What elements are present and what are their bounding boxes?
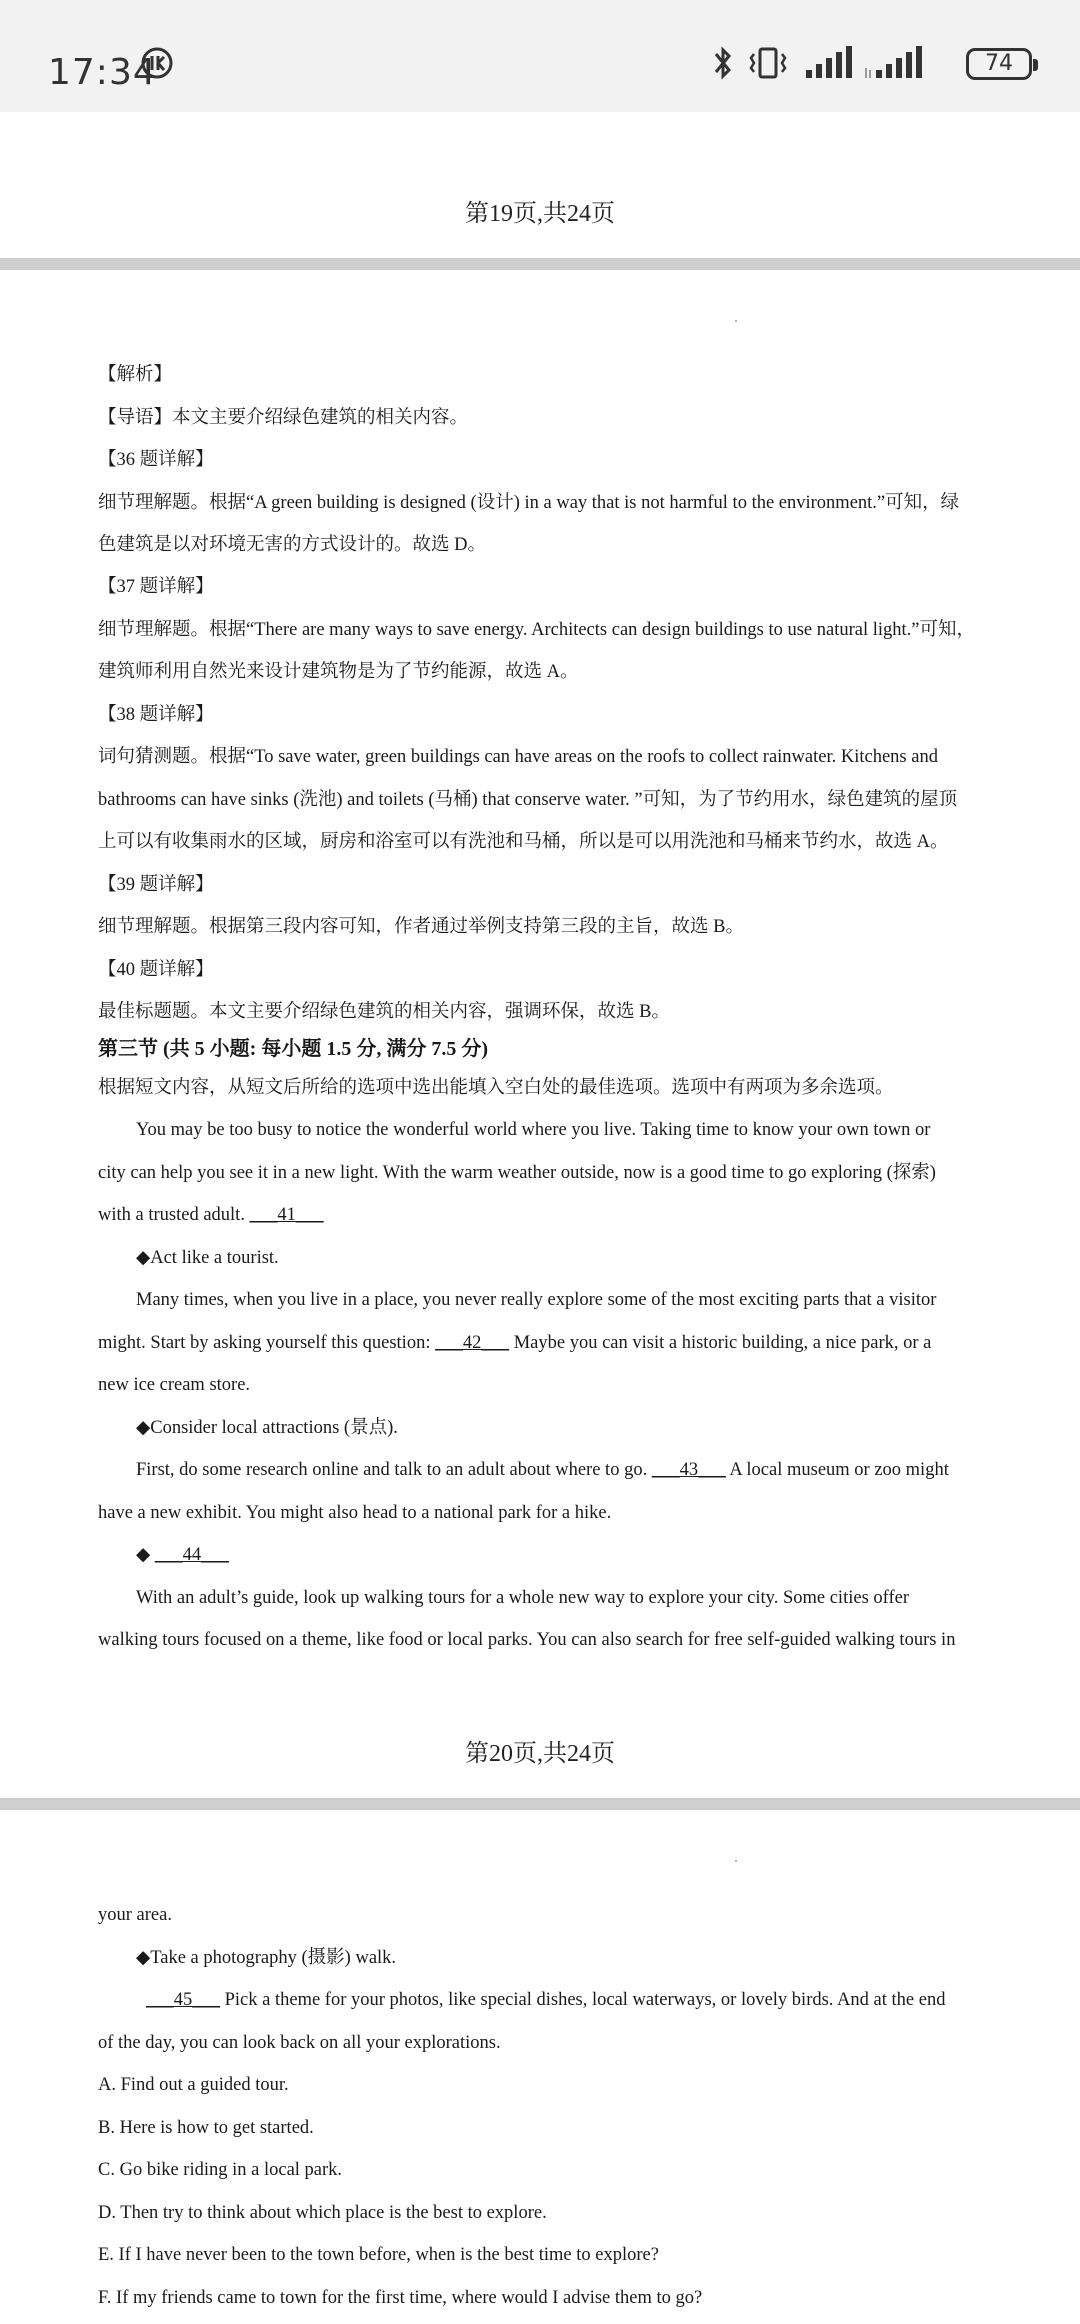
passage-text: with a trusted adult. bbox=[98, 1205, 250, 1225]
page-indicator-20: 第20页,共24页 bbox=[465, 1741, 615, 1767]
passage-text: might. Start by asking yourself this question: bbox=[98, 1333, 436, 1353]
section-heading: 第三节 (共 5 小题: 每小题 1.5 分, 满分 7.5 分) bbox=[98, 1038, 488, 1060]
signal-sim1-icon bbox=[804, 44, 852, 82]
option-c: C. Go bike riding in a local park. bbox=[98, 2160, 343, 2180]
passage-text: A local museum or zoo might bbox=[725, 1460, 949, 1480]
scan-dot bbox=[735, 1860, 737, 1862]
battery-icon: 74 bbox=[966, 48, 1032, 80]
blank-44: ___44___ bbox=[154, 1545, 229, 1565]
passage-line bbox=[146, 1988, 1036, 2012]
subheading-photography: ◆Take a photography (摄影) walk. bbox=[136, 1948, 397, 1968]
passage-line: With an adult’s guide, look up walking tours for a whole new way to explore your city. Some cities offer bbox=[136, 1588, 909, 1608]
subheading-attractions: ◆Consider local attractions (景点). bbox=[136, 1418, 398, 1438]
passage-line bbox=[98, 1331, 988, 1355]
page-separator bbox=[0, 1798, 1080, 1810]
status-bar bbox=[0, 0, 1080, 112]
q38-heading: 【38 题详解】 bbox=[98, 705, 214, 725]
blank-45: ___45___ bbox=[146, 1990, 220, 2010]
passage-text: Maybe you can visit a historic building, a nice park, or a bbox=[509, 1333, 932, 1353]
passage-line: walking tours focused on a theme, like food or local parks. You can also search for free self-guided walking tours in bbox=[98, 1630, 956, 1650]
scan-dot bbox=[735, 320, 737, 322]
status-icons bbox=[712, 44, 1032, 84]
bluetooth-icon bbox=[712, 44, 734, 82]
option-e: E. If I have never been to the town before, when is the best time to explore? bbox=[98, 2245, 659, 2265]
q36-heading: 【36 题详解】 bbox=[98, 450, 214, 470]
passage-text: First, do some research online and talk to an adult about where to go. bbox=[136, 1460, 652, 1480]
text-line: 细节理解题。根据第三段内容可知，作者通过举例支持第三段的主旨，故选 B。 bbox=[98, 917, 744, 937]
intro-line: 【导语】本文主要介绍绿色建筑的相关内容。 bbox=[98, 408, 469, 428]
option-f: F. If my friends came to town for the first time, where would I advise them to go? bbox=[98, 2288, 703, 2308]
text-line: 建筑师利用自然光来设计建筑物是为了节约能源，故选 A。 bbox=[98, 662, 579, 682]
vibrate-icon bbox=[746, 44, 790, 82]
subheading-44 bbox=[136, 1543, 1026, 1567]
option-d: D. Then try to think about which place is the best to explore. bbox=[98, 2203, 547, 2223]
data-speed-icon bbox=[140, 46, 174, 80]
option-b: B. Here is how to get started. bbox=[98, 2118, 314, 2138]
passage-text: Pick a theme for your photos, like special dishes, local waterways, or lovely birds. And at the end bbox=[220, 1990, 946, 2010]
option-a: A. Find out a guided tour. bbox=[98, 2075, 289, 2095]
q39-heading: 【39 题详解】 bbox=[98, 875, 214, 895]
page-separator bbox=[0, 258, 1080, 270]
text-line: 细节理解题。根据“There are many ways to save energy. Architects can design buildings to use natural light.”可知， bbox=[98, 620, 975, 640]
signal-sim2-icon bbox=[864, 44, 928, 82]
text-line: 最佳标题题。本文主要介绍绿色建筑的相关内容，强调环保，故选 B。 bbox=[98, 1002, 670, 1022]
passage-line: city can help you see it in a new light. With the warm weather outside, now is a good time to go exploring (探索) bbox=[98, 1163, 936, 1183]
status-time: 17:34 bbox=[48, 52, 157, 93]
passage-line: You may be too busy to notice the wonderful world where you live. Taking time to know your own town or bbox=[136, 1120, 931, 1140]
passage-line: have a new exhibit. You might also head to a national park for a hike. bbox=[98, 1503, 612, 1523]
blank-42: ___42___ bbox=[435, 1333, 510, 1353]
q37-heading: 【37 题详解】 bbox=[98, 577, 214, 597]
q40-heading: 【40 题详解】 bbox=[98, 960, 214, 980]
passage-line: new ice cream store. bbox=[98, 1375, 251, 1395]
text-line: 词句猜测题。根据“To save water, green buildings can have areas on the roofs to collect rainwater. Kitchens and bbox=[98, 747, 938, 767]
text-line: 色建筑是以对环境无害的方式设计的。故选 D。 bbox=[98, 535, 486, 555]
text-line: 细节理解题。根据“A green building is designed (设计) in a way that is not harmful to the environment.”可知，绿 bbox=[98, 493, 960, 513]
passage-line bbox=[98, 1203, 988, 1227]
blank-41: ___41___ bbox=[249, 1205, 324, 1225]
instructions-line: 根据短文内容，从短文后所给的选项中选出能填入空白处的最佳选项。选项中有两项为多余选项。 bbox=[98, 1078, 894, 1098]
passage-line: Many times, when you live in a place, you never really explore some of the most exciting parts that a visitor bbox=[136, 1290, 937, 1310]
analysis-heading: 【解析】 bbox=[98, 365, 173, 385]
subheading-tourist: ◆Act like a tourist. bbox=[136, 1248, 279, 1268]
passage-line bbox=[136, 1458, 1026, 1482]
text-line: bathrooms can have sinks (洗池) and toilets (马桶) that conserve water. ”可知，为了节约用水，绿色建筑的屋顶 bbox=[98, 790, 958, 810]
passage-text: ◆ bbox=[136, 1545, 155, 1565]
passage-line: your area. bbox=[98, 1905, 172, 1925]
passage-line: of the day, you can look back on all your explorations. bbox=[98, 2033, 501, 2053]
text-line: 上可以有收集雨水的区域，厨房和浴室可以有洗池和马桶，所以是可以用洗池和马桶来节约水，故选 A。 bbox=[98, 832, 949, 852]
page-indicator-19: 第19页,共24页 bbox=[465, 201, 615, 227]
blank-43: ___43___ bbox=[651, 1460, 726, 1480]
